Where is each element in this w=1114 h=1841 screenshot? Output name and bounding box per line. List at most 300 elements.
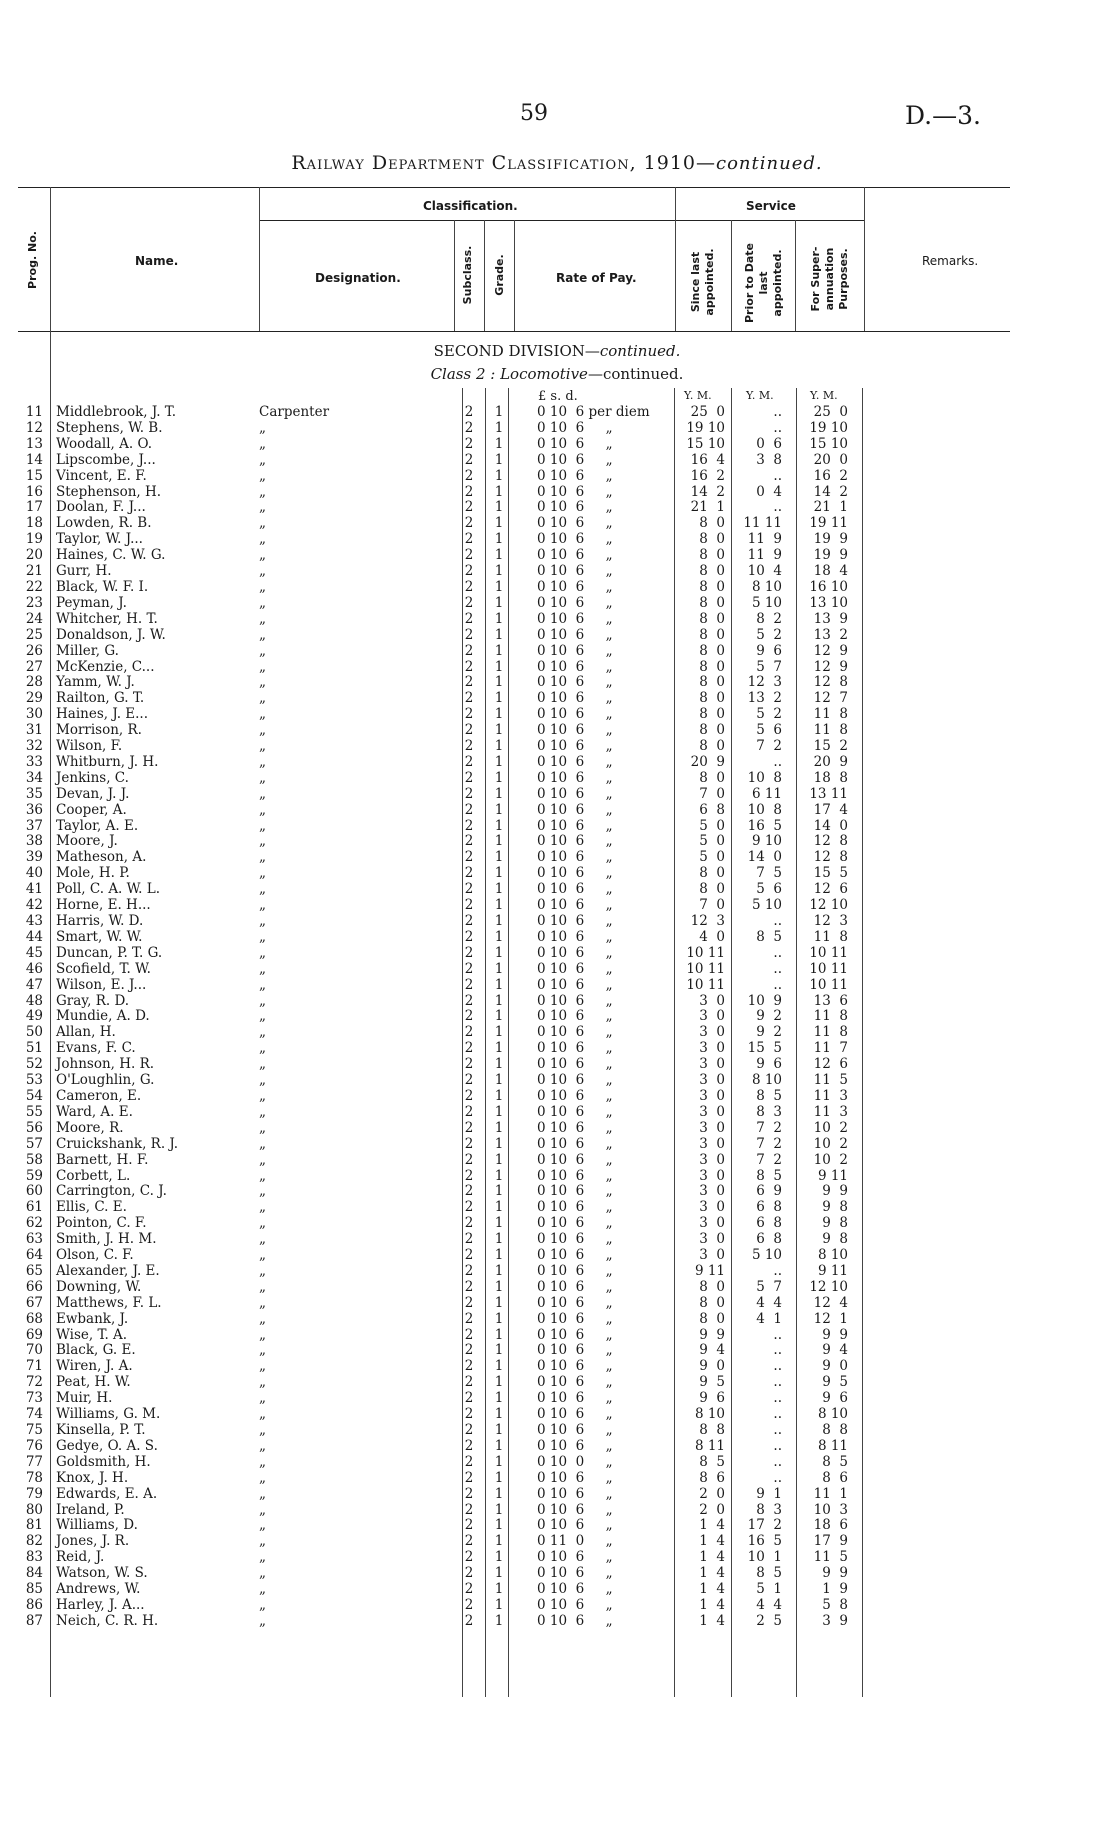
- prog-no-cell: 87: [25, 1612, 43, 1629]
- rate-cell: 0 10 6 „: [537, 1549, 613, 1566]
- superannuation-cell: 9 9: [822, 1326, 848, 1343]
- since-last-cell: 1 4: [699, 1596, 725, 1613]
- prog-no-cell: 80: [25, 1501, 43, 1518]
- table-row: [0, 1503, 1114, 1519]
- subclass-cell: 2: [464, 1612, 474, 1629]
- rate-cell: 0 10 6 „: [537, 1422, 613, 1438]
- since-last-cell: 8 0: [699, 865, 725, 882]
- prog-no-cell: 13: [25, 435, 43, 452]
- name-cell: Barnett, H. F.: [56, 1151, 149, 1168]
- since-last-cell: 8 0: [699, 594, 725, 611]
- designation-cell: „: [259, 1119, 266, 1136]
- subclass-cell: 2: [464, 1167, 474, 1184]
- designation-cell: „: [259, 865, 266, 882]
- since-last-cell: 4 0: [699, 928, 725, 945]
- name-cell: Matheson, A.: [56, 849, 147, 866]
- prog-no-cell: 57: [25, 1135, 43, 1152]
- since-last-cell: 3 0: [699, 1024, 725, 1041]
- prog-no-cell: 61: [25, 1199, 43, 1216]
- rate-cell: 0 10 6 „: [537, 1119, 613, 1136]
- table-row: [0, 1184, 1114, 1200]
- table-row: [0, 723, 1114, 739]
- name-cell: Taylor, A. E.: [56, 817, 139, 834]
- rate-units: £ s. d.: [538, 389, 578, 404]
- designation-cell: „: [259, 1596, 266, 1613]
- name-cell: Doolan, F. J...: [56, 499, 146, 516]
- prog-no-cell: 67: [25, 1294, 43, 1311]
- name-cell: Poll, C. A. W. L.: [56, 881, 160, 898]
- grade-cell: 1: [494, 1422, 504, 1438]
- grade-cell: 1: [494, 1119, 504, 1136]
- name-cell: Horne, E. H...: [56, 897, 151, 914]
- designation-cell: „: [259, 1135, 266, 1152]
- col-divider: [514, 220, 515, 331]
- table-row: [0, 612, 1114, 628]
- prior-to-date-cell: 7 2: [756, 738, 782, 755]
- superannuation-cell: 1 9: [822, 1581, 848, 1598]
- prior-to-date-cell: 5 6: [756, 722, 782, 739]
- rate-cell: 0 10 6 „: [537, 1215, 613, 1232]
- prog-no-cell: 28: [25, 674, 43, 691]
- prior-to-date-cell: ..: [773, 419, 782, 436]
- name-cell: Scofield, T. W.: [56, 960, 151, 977]
- since-last-cell: 8 0: [699, 563, 725, 580]
- header-name: Name.: [135, 254, 179, 268]
- prior-to-date-cell: 5 10: [751, 594, 782, 611]
- super-units: Y. M.: [810, 389, 838, 402]
- since-last-cell: 1 4: [699, 1533, 725, 1550]
- subclass-cell: 2: [464, 753, 474, 770]
- grade-cell: 1: [494, 1183, 504, 1200]
- prior-to-date-cell: 6 8: [756, 1231, 782, 1248]
- name-cell: Harris, W. D.: [56, 913, 144, 929]
- grade-cell: 1: [494, 1549, 504, 1566]
- subclass-cell: 2: [464, 801, 474, 818]
- col-divider: [731, 220, 732, 331]
- grade-cell: 1: [494, 769, 504, 786]
- designation-cell: „: [259, 1278, 266, 1295]
- designation-cell: „: [259, 722, 266, 739]
- subclass-cell: 2: [464, 1565, 474, 1582]
- table-row: [0, 946, 1114, 962]
- table-row: [0, 1582, 1114, 1598]
- designation-cell: „: [259, 690, 266, 707]
- since-last-cell: 8 0: [699, 769, 725, 786]
- header-designation: Designation.: [315, 271, 401, 285]
- name-cell: Haines, C. W. G.: [56, 547, 166, 564]
- since-last-cell: 1 4: [699, 1612, 725, 1629]
- since-last-cell: 3 0: [699, 1247, 725, 1264]
- since-last-cell: 8 0: [699, 738, 725, 755]
- designation-cell: „: [259, 1247, 266, 1264]
- grade-cell: 1: [494, 642, 504, 659]
- name-cell: Harley, J. A...: [56, 1596, 145, 1613]
- rate-cell: 0 10 6 „: [537, 1278, 613, 1295]
- table-row: [0, 437, 1114, 453]
- designation-cell: „: [259, 1374, 266, 1391]
- grade-cell: 1: [494, 451, 504, 468]
- prior-to-date-cell: 5 7: [756, 1278, 782, 1295]
- superannuation-cell: 20 9: [813, 753, 848, 770]
- prior-to-date-cell: ..: [773, 1374, 782, 1391]
- table-row: [0, 914, 1114, 930]
- table-row: [0, 660, 1114, 676]
- table-row: [0, 1073, 1114, 1089]
- prog-no-cell: 11: [25, 404, 43, 420]
- name-cell: Williams, G. M.: [56, 1406, 161, 1423]
- prog-no-cell: 38: [25, 833, 43, 850]
- table-row: [0, 882, 1114, 898]
- superannuation-cell: 17 4: [813, 801, 848, 818]
- prior-to-date-cell: 3 8: [756, 451, 782, 468]
- designation-cell: „: [259, 547, 266, 564]
- superannuation-cell: 9 8: [822, 1215, 848, 1232]
- since-last-cell: 3 0: [699, 1151, 725, 1168]
- since-last-cell: 9 5: [699, 1374, 725, 1391]
- rate-cell: 0 10 6 „: [537, 1103, 613, 1120]
- grade-cell: 1: [494, 435, 504, 452]
- prog-no-cell: 31: [25, 722, 43, 739]
- grade-cell: 1: [494, 1437, 504, 1454]
- name-cell: Railton, G. T.: [56, 690, 145, 707]
- header-prog-no: Prog. No.: [26, 231, 39, 289]
- prior-to-date-cell: 5 6: [756, 881, 782, 898]
- class-label: Class 2 :: [430, 365, 501, 383]
- rate-cell: 0 10 6 „: [537, 1056, 613, 1073]
- subclass-cell: 2: [464, 976, 474, 993]
- designation-cell: „: [259, 769, 266, 786]
- since-last-cell: 25 0: [690, 404, 725, 420]
- class-heading: [0, 365, 1114, 383]
- rate-cell: 0 10 6 „: [537, 547, 613, 564]
- prog-no-cell: 30: [25, 706, 43, 723]
- subclass-cell: 2: [464, 1183, 474, 1200]
- prior-to-date-cell: 11 9: [747, 547, 782, 564]
- superannuation-cell: 12 8: [813, 674, 848, 691]
- prior-to-date-cell: 8 2: [756, 610, 782, 627]
- subclass-cell: 2: [464, 499, 474, 516]
- prog-no-cell: 42: [25, 897, 43, 914]
- prior-to-date-cell: 15 5: [747, 1040, 782, 1057]
- superannuation-cell: 9 8: [822, 1199, 848, 1216]
- prog-no-cell: 69: [25, 1326, 43, 1343]
- superannuation-cell: 10 3: [813, 1501, 848, 1518]
- col-divider: [675, 187, 676, 331]
- prog-no-cell: 40: [25, 865, 43, 882]
- prog-no-cell: 63: [25, 1231, 43, 1248]
- grade-cell: 1: [494, 992, 504, 1009]
- superannuation-cell: 13 6: [813, 992, 848, 1009]
- prior-to-date-cell: ..: [773, 467, 782, 484]
- superannuation-cell: 14 0: [813, 817, 848, 834]
- rate-cell: 0 10 6 „: [537, 801, 613, 818]
- name-cell: Jenkins, C.: [56, 769, 129, 786]
- header-grade: Grade.: [493, 254, 506, 296]
- name-cell: O'Loughlin, G.: [56, 1072, 155, 1089]
- since-last-cell: 5 0: [699, 833, 725, 850]
- table-row: [0, 1216, 1114, 1232]
- superannuation-cell: 8 5: [822, 1453, 848, 1470]
- prog-no-cell: 44: [25, 928, 43, 945]
- since-last-cell: 3 0: [699, 1072, 725, 1089]
- prog-no-cell: 17: [25, 499, 43, 516]
- subclass-cell: 2: [464, 674, 474, 691]
- grade-cell: 1: [494, 1008, 504, 1025]
- prior-to-date-cell: 5 2: [756, 706, 782, 723]
- superannuation-cell: 10 2: [813, 1151, 848, 1168]
- superannuation-cell: 5 8: [822, 1596, 848, 1613]
- name-cell: Wiren, J. A.: [56, 1358, 133, 1375]
- rate-cell: 0 10 6 „: [537, 658, 613, 675]
- grade-cell: 1: [494, 1278, 504, 1295]
- prior-to-date-cell: ..: [773, 753, 782, 770]
- rate-cell: 0 10 6 „: [537, 674, 613, 691]
- classification-rule: [259, 220, 864, 221]
- subclass-cell: 2: [464, 897, 474, 914]
- grade-cell: 1: [494, 881, 504, 898]
- col-divider: [795, 220, 796, 331]
- designation-cell: „: [259, 1215, 266, 1232]
- rate-cell: 0 10 6 „: [537, 976, 613, 993]
- grade-cell: 1: [494, 483, 504, 500]
- prior-to-date-cell: 8 3: [756, 1501, 782, 1518]
- since-last-cell: 10 11: [686, 976, 725, 993]
- prior-to-date-cell: 6 8: [756, 1199, 782, 1216]
- since-last-cell: 9 11: [694, 1262, 725, 1279]
- designation-cell: „: [259, 1072, 266, 1089]
- name-cell: Jones, J. R.: [56, 1533, 130, 1550]
- subclass-cell: 2: [464, 1501, 474, 1518]
- prog-no-cell: 15: [25, 467, 43, 484]
- name-cell: McKenzie, C...: [56, 658, 155, 675]
- rate-cell: 0 10 6 „: [537, 706, 613, 723]
- name-cell: Wise, T. A.: [56, 1326, 128, 1343]
- rate-cell: 0 10 6 „: [537, 690, 613, 707]
- rate-cell: 0 10 6 „: [537, 1517, 613, 1534]
- prog-no-cell: 58: [25, 1151, 43, 1168]
- designation-cell: „: [259, 1199, 266, 1216]
- grade-cell: 1: [494, 1501, 504, 1518]
- prior-to-date-cell: ..: [773, 960, 782, 977]
- subclass-cell: 2: [464, 865, 474, 882]
- subclass-cell: 2: [464, 1358, 474, 1375]
- prior-to-date-cell: 2 5: [756, 1612, 782, 1629]
- superannuation-cell: 11 1: [813, 1485, 848, 1502]
- name-cell: Yamm, W. J.: [56, 674, 135, 691]
- table-row: [0, 675, 1114, 691]
- prog-no-cell: 51: [25, 1040, 43, 1057]
- subclass-cell: 2: [464, 1453, 474, 1470]
- prior-to-date-cell: 7 5: [756, 865, 782, 882]
- rate-cell: 0 10 6 „: [537, 897, 613, 914]
- superannuation-cell: 9 11: [817, 1262, 848, 1279]
- since-last-cell: 1 4: [699, 1581, 725, 1598]
- grade-cell: 1: [494, 865, 504, 882]
- grade-cell: 1: [494, 913, 504, 929]
- grade-cell: 1: [494, 1231, 504, 1248]
- prior-to-date-cell: 5 7: [756, 658, 782, 675]
- table-row: [0, 1264, 1114, 1280]
- superannuation-cell: 11 8: [813, 706, 848, 723]
- prior-to-date-cell: 17 2: [747, 1517, 782, 1534]
- subclass-cell: 2: [464, 1517, 474, 1534]
- prog-no-cell: 68: [25, 1310, 43, 1327]
- subclass-cell: 2: [464, 1231, 474, 1248]
- table-row: [0, 1025, 1114, 1041]
- table-row: [0, 1407, 1114, 1423]
- prior-to-date-cell: 7 2: [756, 1151, 782, 1168]
- grade-cell: 1: [494, 722, 504, 739]
- prog-no-cell: 82: [25, 1533, 43, 1550]
- name-cell: Kinsella, P. T.: [56, 1422, 146, 1438]
- grade-cell: 1: [494, 801, 504, 818]
- subclass-cell: 2: [464, 913, 474, 929]
- prior-to-date-cell: 10 8: [747, 769, 782, 786]
- prior-to-date-cell: ..: [773, 1262, 782, 1279]
- prior-to-date-cell: ..: [773, 1437, 782, 1454]
- superannuation-cell: 18 6: [813, 1517, 848, 1534]
- rate-cell: 0 10 6 „: [537, 1485, 613, 1502]
- name-cell: Edwards, E. A.: [56, 1485, 158, 1502]
- designation-cell: „: [259, 578, 266, 595]
- name-cell: Stephenson, H.: [56, 483, 162, 500]
- superannuation-cell: 12 8: [813, 833, 848, 850]
- since-last-cell: 5 0: [699, 849, 725, 866]
- table-row: [0, 1550, 1114, 1566]
- since-last-cell: 3 0: [699, 1103, 725, 1120]
- rate-cell: 0 10 6 „: [537, 1310, 613, 1327]
- name-cell: Haines, J. E...: [56, 706, 149, 723]
- prior-to-date-cell: 8 5: [756, 928, 782, 945]
- since-last-cell: 8 0: [699, 1310, 725, 1327]
- table-row: [0, 803, 1114, 819]
- since-last-cell: 9 9: [699, 1326, 725, 1343]
- designation-cell: „: [259, 1056, 266, 1073]
- prog-no-cell: 81: [25, 1517, 43, 1534]
- since-last-cell: 8 0: [699, 722, 725, 739]
- header-since-last: Since last appointed.: [689, 248, 716, 316]
- prog-no-cell: 47: [25, 976, 43, 993]
- table-row: [0, 628, 1114, 644]
- prog-no-cell: 70: [25, 1342, 43, 1359]
- rate-cell: 0 10 6 „: [537, 1008, 613, 1025]
- grade-cell: 1: [494, 1406, 504, 1423]
- prior-to-date-cell: 7 2: [756, 1119, 782, 1136]
- name-cell: Donaldson, J. W.: [56, 626, 166, 643]
- rate-cell: 0 10 6 „: [537, 1565, 613, 1582]
- rate-cell: 0 10 6 „: [537, 785, 613, 802]
- name-cell: Cameron, E.: [56, 1087, 142, 1104]
- subclass-cell: 2: [464, 690, 474, 707]
- prior-to-date-cell: 8 10: [751, 1072, 782, 1089]
- table-row: [0, 834, 1114, 850]
- table-row: [0, 1566, 1114, 1582]
- designation-cell: „: [259, 753, 266, 770]
- prior-to-date-cell: 10 4: [747, 563, 782, 580]
- subclass-cell: 2: [464, 881, 474, 898]
- since-last-cell: 8 6: [699, 1469, 725, 1486]
- designation-cell: „: [259, 563, 266, 580]
- prog-no-cell: 29: [25, 690, 43, 707]
- name-cell: Whitburn, J. H.: [56, 753, 159, 770]
- superannuation-cell: 13 9: [813, 610, 848, 627]
- superannuation-cell: 10 2: [813, 1119, 848, 1136]
- subclass-cell: 2: [464, 1390, 474, 1407]
- prior-to-date-cell: 8 3: [756, 1103, 782, 1120]
- designation-cell: „: [259, 817, 266, 834]
- subclass-cell: 2: [464, 1549, 474, 1566]
- grade-cell: 1: [494, 1040, 504, 1057]
- prior-to-date-cell: 5 1: [756, 1581, 782, 1598]
- name-cell: Williams, D.: [56, 1517, 138, 1534]
- subclass-cell: 2: [464, 1072, 474, 1089]
- prior-to-date-cell: 8 10: [751, 578, 782, 595]
- table-row: [0, 532, 1114, 548]
- grade-cell: 1: [494, 849, 504, 866]
- rate-cell: 0 10 6 „: [537, 913, 613, 929]
- designation-cell: „: [259, 594, 266, 611]
- superannuation-cell: 16 10: [809, 578, 848, 595]
- prog-no-cell: 65: [25, 1262, 43, 1279]
- table-row: [0, 962, 1114, 978]
- prog-no-cell: 66: [25, 1278, 43, 1295]
- superannuation-cell: 11 7: [813, 1040, 848, 1057]
- grade-cell: 1: [494, 1374, 504, 1391]
- name-cell: Matthews, F. L.: [56, 1294, 162, 1311]
- since-last-cell: 8 0: [699, 515, 725, 532]
- since-last-cell: 8 5: [699, 1453, 725, 1470]
- grade-cell: 1: [494, 928, 504, 945]
- designation-cell: „: [259, 1040, 266, 1057]
- grade-cell: 1: [494, 1485, 504, 1502]
- prior-to-date-cell: 9 6: [756, 1056, 782, 1073]
- table-row: [0, 1534, 1114, 1550]
- superannuation-cell: 14 2: [813, 483, 848, 500]
- designation-cell: „: [259, 833, 266, 850]
- prior-to-date-cell: 11 9: [747, 531, 782, 548]
- subclass-cell: 2: [464, 404, 474, 420]
- table-row: [0, 1359, 1114, 1375]
- grade-cell: 1: [494, 404, 504, 420]
- since-last-cell: 8 0: [699, 1278, 725, 1295]
- since-last-cell: 3 0: [699, 1008, 725, 1025]
- grade-cell: 1: [494, 610, 504, 627]
- since-last-cell: 3 0: [699, 1056, 725, 1073]
- grade-cell: 1: [494, 1087, 504, 1104]
- subclass-cell: 2: [464, 642, 474, 659]
- since-last-cell: 8 0: [699, 881, 725, 898]
- rate-cell: 0 10 6 „: [537, 1374, 613, 1391]
- table-row: [0, 1121, 1114, 1137]
- rate-cell: 0 10 6 „: [537, 1262, 613, 1279]
- name-cell: Middlebrook, J. T.: [56, 404, 177, 420]
- subclass-cell: 2: [464, 817, 474, 834]
- rate-cell: 0 10 6 „: [537, 1390, 613, 1407]
- subclass-cell: 2: [464, 769, 474, 786]
- name-cell: Allan, H.: [56, 1024, 116, 1041]
- grade-cell: 1: [494, 833, 504, 850]
- designation-cell: „: [259, 1437, 266, 1454]
- designation-cell: „: [259, 928, 266, 945]
- rate-cell: 0 10 6 „: [537, 1199, 613, 1216]
- rate-cell: 0 10 6 „: [537, 960, 613, 977]
- prior-to-date-cell: ..: [773, 976, 782, 993]
- since-last-cell: 8 0: [699, 690, 725, 707]
- designation-cell: „: [259, 451, 266, 468]
- grade-cell: 1: [494, 1453, 504, 1470]
- grade-cell: 1: [494, 1342, 504, 1359]
- table-row: [0, 421, 1114, 437]
